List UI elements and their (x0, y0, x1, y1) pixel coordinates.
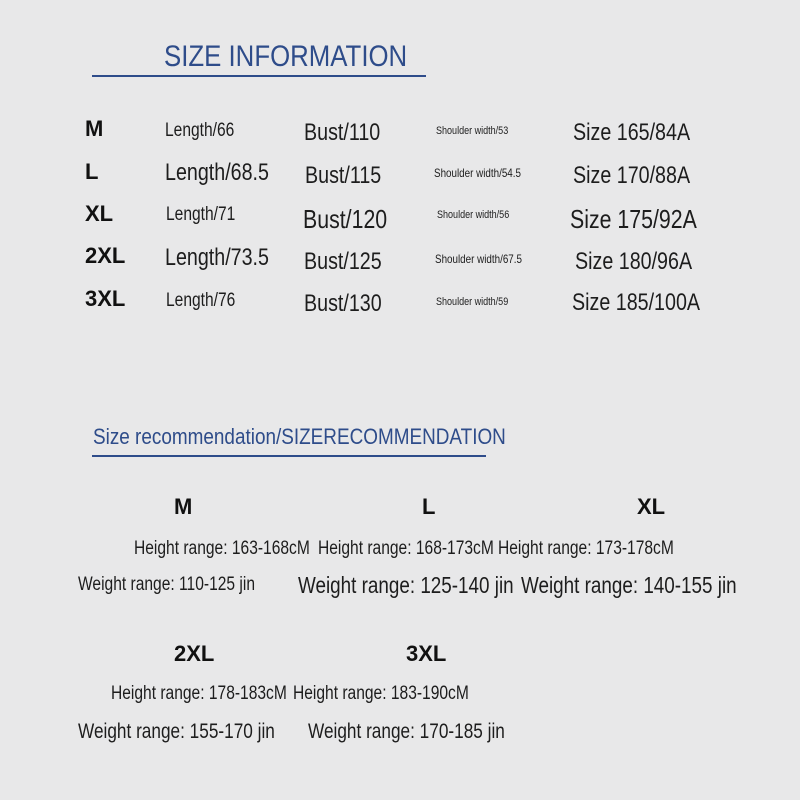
weight-range-l: Weight range: 125-140 jin (298, 572, 514, 598)
height-range-l: Height range: 168-173cM (318, 538, 494, 559)
size-label: 2XL (85, 243, 126, 268)
shoulder-value: Shoulder width/54.5 (434, 166, 521, 180)
rec-size-2xl: 2XL (174, 641, 215, 666)
shoulder-value: Shoulder width/56 (437, 209, 510, 221)
height-range-m: Height range: 163-168cM (134, 538, 310, 559)
recommendation-title: Size recommendation/SIZERECOMMENDATION (93, 424, 506, 449)
shoulder-value: Shoulder width/59 (436, 296, 509, 308)
size-info-title: SIZE INFORMATION (164, 40, 408, 73)
fit-size-value: Size 185/100A (572, 289, 701, 316)
size-label: L (85, 159, 99, 184)
size-label: 3XL (85, 286, 126, 311)
length-value: Length/76 (166, 290, 236, 311)
rec-size-l: L (422, 494, 436, 519)
bust-value: Bust/125 (304, 248, 382, 275)
rec-size-xl: XL (637, 494, 666, 519)
bust-value: Bust/115 (305, 162, 382, 189)
rec-size-3xl: 3XL (406, 641, 447, 666)
bust-value: Bust/130 (304, 290, 382, 317)
fit-size-value: Size 170/88A (573, 162, 691, 189)
length-value: Length/73.5 (165, 244, 269, 271)
height-range-xl: Height range: 173-178cM (498, 538, 674, 559)
length-value: Length/68.5 (165, 159, 269, 186)
recommendation-underline (92, 455, 486, 457)
height-range-2xl: Height range: 178-183cM (111, 683, 287, 704)
weight-range-3xl: Weight range: 170-185 jin (308, 720, 505, 743)
shoulder-value: Shoulder width/53 (436, 125, 509, 137)
rec-size-m: M (174, 494, 193, 519)
fit-size-value: Size 175/92A (570, 204, 697, 234)
shoulder-value: Shoulder width/67.5 (435, 252, 522, 266)
size-label: M (85, 116, 104, 141)
weight-range-m: Weight range: 110-125 jin (78, 574, 255, 595)
fit-size-value: Size 180/96A (575, 248, 693, 275)
size-label: XL (85, 201, 114, 226)
length-value: Length/71 (166, 204, 236, 225)
length-value: Length/66 (165, 120, 235, 141)
fit-size-value: Size 165/84A (573, 119, 691, 146)
weight-range-2xl: Weight range: 155-170 jin (78, 720, 275, 743)
bust-value: Bust/120 (303, 204, 388, 234)
height-range-3xl: Height range: 183-190cM (293, 683, 469, 704)
bust-value: Bust/110 (304, 119, 381, 146)
weight-range-xl: Weight range: 140-155 jin (521, 572, 737, 598)
size-info-underline (92, 75, 426, 77)
